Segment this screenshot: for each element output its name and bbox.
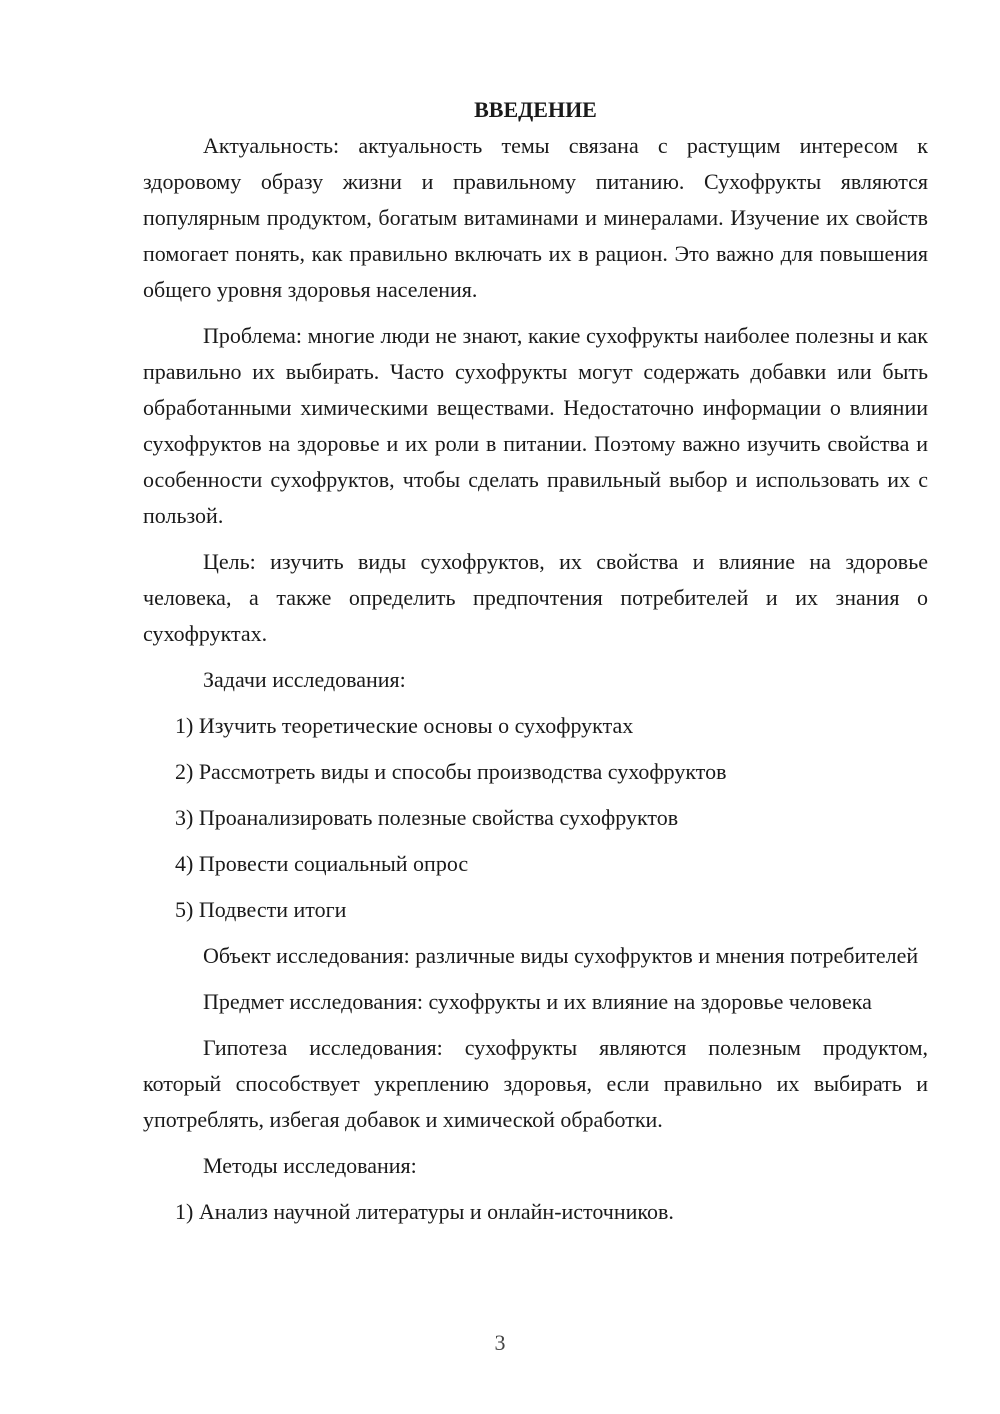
object-paragraph: Объект исследования: различные виды сухофруктов и мнения потребителей xyxy=(203,943,919,968)
method-item: 1) Анализ научной литературы и онлайн-источников. xyxy=(175,1199,674,1224)
tasks-heading: Задачи исследования: xyxy=(203,667,406,692)
goal-paragraph: Цель: изучить виды сухофруктов, их свойства и влияние на здоровье человека, а также определить предпочтения потребителей и их знания о сухофруктах. xyxy=(143,549,928,646)
subject-paragraph: Предмет исследования: сухофрукты и их влияние на здоровье человека xyxy=(203,989,872,1014)
hypothesis-paragraph: Гипотеза исследования: сухофрукты являются полезным продуктом, который способствует укреплению здоровья, если правильно их выбирать и употреблять, избегая добавок и химической обработки. xyxy=(143,1035,928,1132)
actuality-paragraph: Актуальность: актуальность темы связана с растущим интересом к здоровому образу жизни и правильному питанию. Сухофрукты являются популярным продуктом, богатым витаминами и минералами. Изучение их свойств помогает понять, как правильно включать их в рацион. Это важно для повышения общего уровня здоровья населения. xyxy=(143,133,928,302)
task-item: 1) Изучить теоретические основы о сухофруктах xyxy=(175,713,634,738)
task-item: 5) Подвести итоги xyxy=(175,897,347,922)
methods-heading: Методы исследования: xyxy=(203,1153,417,1178)
section-title: ВВЕДЕНИЕ xyxy=(474,97,597,122)
document-page xyxy=(143,92,928,1240)
task-item: 4) Провести социальный опрос xyxy=(175,851,469,876)
task-item: 3) Проанализировать полезные свойства сухофруктов xyxy=(175,805,679,830)
problem-paragraph: Проблема: многие люди не знают, какие сухофрукты наиболее полезны и как правильно их выбирать. Часто сухофрукты могут содержать добавки или быть обработанными химическими веществами. Недостаточно информации о влиянии сухофруктов на здоровье и их роли в питании. Поэтому важно изучить свойства и особенности сухофруктов, чтобы сделать правильный выбор и использовать их с пользой. xyxy=(143,323,928,528)
page-number: 3 xyxy=(494,1330,506,1355)
task-item: 2) Рассмотреть виды и способы производства сухофруктов xyxy=(175,759,727,784)
